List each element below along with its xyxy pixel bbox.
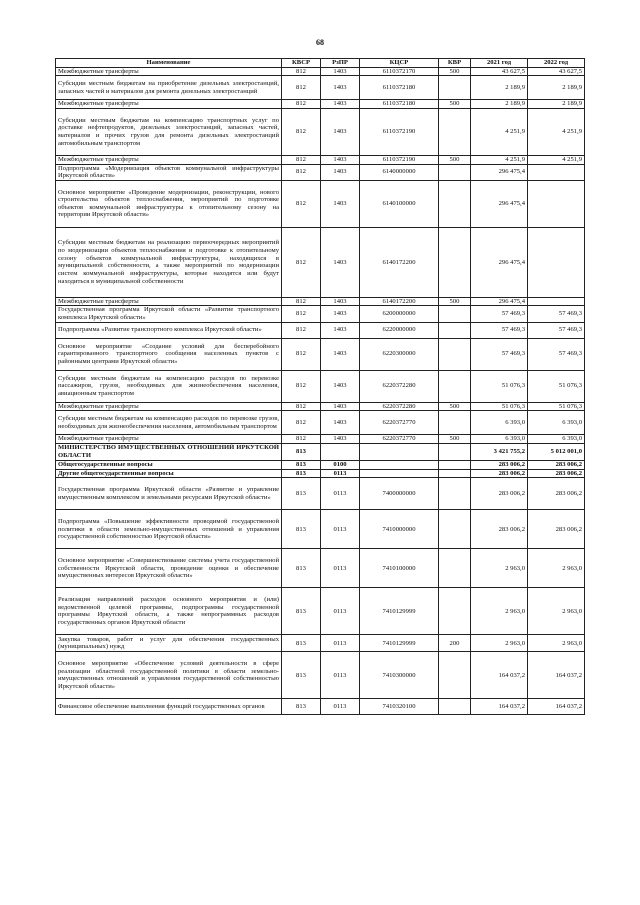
cell-2022: 2 963,0 [528,549,585,588]
cell-2022: 283 006,2 [528,461,585,470]
header-name: Наименование [56,59,282,68]
cell-2021: 6 393,0 [471,435,528,444]
cell-kcsr: 7410300000 [360,652,439,699]
cell-2022: 2 189,9 [528,76,585,100]
cell-kvsr: 812 [282,155,321,164]
table-row [56,306,585,322]
cell-2021: 51 076,3 [471,402,528,411]
cell-kvr [439,549,471,588]
cell-2022 [528,227,585,297]
cell-rzpr: 1403 [321,338,360,370]
cell-rzpr: 1403 [321,76,360,100]
cell-kvsr: 812 [282,100,321,109]
cell-rzpr: 0113 [321,652,360,699]
cell-2021: 2 189,9 [471,76,528,100]
cell-rzpr: 1403 [321,227,360,297]
table-row [56,164,585,180]
header-year-2021: 2021 год [471,59,528,68]
cell-2022: 283 006,2 [528,510,585,549]
cell-2022: 2 189,9 [528,100,585,109]
cell-name: Межбюджетные трансферты [56,100,282,109]
cell-kvr [439,306,471,322]
cell-kvsr: 812 [282,338,321,370]
cell-rzpr: 1403 [321,164,360,180]
cell-kvr: 500 [439,67,471,76]
cell-kcsr: 7400000000 [360,478,439,510]
cell-kvr: 500 [439,100,471,109]
table-row [56,469,585,478]
cell-name: Основное мероприятие «Обеспечение условий деятельности в сфере реализации областной государственной политики в области земельно-имущественных отношений и управления государственной собственностью Иркутской области» [56,652,282,699]
cell-name: Общегосударственные вопросы [56,461,282,470]
cell-name: Субсидии местным бюджетам на компенсацию транспортных услуг по доставке нефтепродуктов, дизельных электростанций, запасных частей, материалов и прочих грузов для ремонта дизельных электростанций автомобильным транспортом [56,108,282,155]
cell-kcsr: 7410129999 [360,635,439,652]
cell-2022: 2 963,0 [528,588,585,635]
cell-kvr: 500 [439,155,471,164]
cell-kcsr: 6220372770 [360,435,439,444]
cell-name: Межбюджетные трансферты [56,155,282,164]
cell-rzpr: 1403 [321,108,360,155]
cell-2022: 6 393,0 [528,411,585,435]
cell-rzpr: 1403 [321,402,360,411]
cell-kcsr: 6110372190 [360,108,439,155]
table-body [56,67,585,715]
cell-2021: 2 963,0 [471,635,528,652]
cell-kvr: 500 [439,402,471,411]
cell-name: Межбюджетные трансферты [56,297,282,306]
cell-name: МИНИСТЕРСТВО ИМУЩЕСТВЕННЫХ ОТНОШЕНИЙ ИРКУТСКОЙ ОБЛАСТИ [56,444,282,461]
cell-2021: 2 963,0 [471,588,528,635]
cell-2021: 57 469,3 [471,338,528,370]
header-rzpr: РзПР [321,59,360,68]
header-kvsr: КВСР [282,59,321,68]
cell-2022: 51 076,3 [528,370,585,402]
cell-kvr [439,588,471,635]
cell-kvsr: 813 [282,652,321,699]
table-row [56,652,585,699]
table-row [56,588,585,635]
cell-name: Финансовое обеспечение выполнения функций государственных органов [56,699,282,715]
cell-kvr [439,322,471,338]
cell-name: Межбюджетные трансферты [56,402,282,411]
cell-2022 [528,297,585,306]
table-row [56,76,585,100]
cell-kvr [439,227,471,297]
cell-2022: 283 006,2 [528,469,585,478]
cell-kcsr: 6220000000 [360,322,439,338]
cell-kvsr: 813 [282,699,321,715]
table-row [56,411,585,435]
cell-rzpr: 1403 [321,322,360,338]
table-row [56,478,585,510]
cell-2022: 57 469,3 [528,322,585,338]
cell-rzpr: 0113 [321,478,360,510]
cell-name: Основное мероприятие «Проведение модернизации, реконструкции, нового строительства объектов теплоснабжения, мероприятий по подготовке объектов коммунальной инфраструктуры к отопительному сезону на территории Иркутской области» [56,180,282,227]
cell-2022: 4 251,9 [528,108,585,155]
cell-rzpr: 1403 [321,100,360,109]
cell-kvr [439,510,471,549]
cell-kvr: 200 [439,635,471,652]
cell-name: Другие общегосударственные вопросы [56,469,282,478]
table-row [56,635,585,652]
cell-2022 [528,180,585,227]
cell-name: Субсидии местным бюджетам на реализацию первоочередных мероприятий по модернизации объектов теплоснабжения и подготовке к отопительному сезону объектов коммунальной инфраструктуры, находящихся в муниципальной собственности, а также мероприятий по модернизации систем коммунальной инфраструктуры, которые находятся или будут находиться в муниципальной собственности [56,227,282,297]
cell-2022: 164 037,2 [528,699,585,715]
cell-name: Закупка товаров, работ и услуг для обеспечения государственных (муниципальных) нужд [56,635,282,652]
cell-rzpr: 1403 [321,180,360,227]
cell-kvsr: 813 [282,444,321,461]
cell-kvsr: 813 [282,478,321,510]
cell-2021: 164 037,2 [471,699,528,715]
cell-rzpr: 0113 [321,588,360,635]
cell-kcsr: 6110372190 [360,155,439,164]
cell-kvsr: 813 [282,635,321,652]
cell-kcsr [360,461,439,470]
header-year-2022: 2022 год [528,59,585,68]
cell-2021: 283 006,2 [471,478,528,510]
cell-kvsr: 812 [282,435,321,444]
cell-2022: 164 037,2 [528,652,585,699]
cell-2022: 4 251,9 [528,155,585,164]
cell-kvsr: 813 [282,549,321,588]
cell-2022: 43 627,5 [528,67,585,76]
cell-name: Реализация направлений расходов основного мероприятия и (или) ведомственной целевой программы, подпрограммы государственной программы Иркутской области, а также непрограммных расходов государственных органов Иркутской области [56,588,282,635]
page-number: 68 [316,38,324,47]
cell-kvr [439,469,471,478]
cell-kvr [439,444,471,461]
cell-rzpr: 0113 [321,510,360,549]
cell-kvr [439,461,471,470]
cell-kcsr [360,469,439,478]
cell-2021: 283 006,2 [471,510,528,549]
cell-kcsr: 6140172200 [360,297,439,306]
cell-name: Подпрограмма «Развитие транспортного комплекса Иркутской области» [56,322,282,338]
cell-kcsr: 7410100000 [360,549,439,588]
table-row [56,370,585,402]
cell-2021: 164 037,2 [471,652,528,699]
cell-2022: 57 469,3 [528,306,585,322]
cell-rzpr: 1403 [321,67,360,76]
cell-kcsr: 6200000000 [360,306,439,322]
cell-kcsr: 6110372170 [360,67,439,76]
cell-rzpr: 1403 [321,370,360,402]
cell-kvsr: 812 [282,67,321,76]
table-row [56,338,585,370]
table-row [56,297,585,306]
cell-kvsr: 812 [282,402,321,411]
cell-rzpr [321,444,360,461]
cell-kcsr: 7410129999 [360,588,439,635]
cell-kvr [439,76,471,100]
cell-2022: 51 076,3 [528,402,585,411]
cell-rzpr: 1403 [321,306,360,322]
cell-rzpr: 0113 [321,549,360,588]
cell-2021: 57 469,3 [471,322,528,338]
cell-name: Государственная программа Иркутской области «Развитие и управление имущественным комплексом и земельными ресурсами Иркутской области» [56,478,282,510]
cell-2021: 51 076,3 [471,370,528,402]
cell-kvr [439,164,471,180]
cell-kvr [439,180,471,227]
cell-rzpr: 1403 [321,297,360,306]
cell-kcsr: 6140100000 [360,180,439,227]
cell-name: Подпрограмма «Повышение эффективности проводимой государственной политики в области земельно-имущественных отношений и управления государственной собственностью Иркутской области» [56,510,282,549]
cell-kcsr: 6220372770 [360,411,439,435]
cell-2021: 4 251,9 [471,108,528,155]
table-row [56,322,585,338]
cell-name: Основное мероприятие «Создание условий для бесперебойного гарантированного транспортного сообщения населенных пунктов с районными центрами Иркутской области» [56,338,282,370]
cell-kvr [439,108,471,155]
table-row [56,227,585,297]
cell-name: Субсидии местным бюджетам на приобретение дизельных электростанций, запасных частей и материалов для ремонта дизельных электростанций [56,76,282,100]
cell-2021: 296 475,4 [471,180,528,227]
table-row [56,444,585,461]
cell-rzpr: 1403 [321,411,360,435]
table-row [56,100,585,109]
cell-2021: 6 393,0 [471,411,528,435]
cell-2021: 2 189,9 [471,100,528,109]
cell-name: Подпрограмма «Модернизация объектов коммунальной инфраструктуры Иркутской области» [56,164,282,180]
cell-2022: 5 012 001,0 [528,444,585,461]
cell-kvsr: 812 [282,370,321,402]
cell-rzpr: 1403 [321,435,360,444]
cell-kcsr: 6140172200 [360,227,439,297]
cell-2021: 296 475,4 [471,227,528,297]
table-row [56,155,585,164]
cell-rzpr: 0113 [321,635,360,652]
cell-2021: 4 251,9 [471,155,528,164]
cell-kvr [439,338,471,370]
cell-kcsr: 6110372180 [360,100,439,109]
cell-kvr [439,652,471,699]
cell-kvr [439,478,471,510]
cell-kcsr: 6140000000 [360,164,439,180]
cell-kvsr: 812 [282,297,321,306]
table-row [56,108,585,155]
cell-2021: 2 963,0 [471,549,528,588]
cell-kvsr: 812 [282,180,321,227]
cell-name: Государственная программа Иркутской области «Развитие транспортного комплекса Иркутской области» [56,306,282,322]
cell-kvsr: 813 [282,588,321,635]
cell-kvr: 500 [439,435,471,444]
cell-kcsr: 6110372180 [360,76,439,100]
cell-kvsr: 812 [282,411,321,435]
cell-2021: 57 469,3 [471,306,528,322]
cell-2022: 6 393,0 [528,435,585,444]
cell-kvr [439,411,471,435]
cell-kvsr: 812 [282,76,321,100]
cell-kcsr: 6220300000 [360,338,439,370]
budget-table [55,58,585,715]
cell-2022 [528,164,585,180]
cell-2021: 283 006,2 [471,469,528,478]
cell-kvr [439,699,471,715]
cell-kvsr: 812 [282,108,321,155]
cell-kcsr [360,444,439,461]
cell-kvsr: 812 [282,164,321,180]
table-header-row [56,59,585,68]
header-kvr: КВР [439,59,471,68]
table-row [56,402,585,411]
cell-rzpr: 0113 [321,699,360,715]
cell-2022: 283 006,2 [528,478,585,510]
cell-name: Межбюджетные трансферты [56,435,282,444]
cell-kvsr: 813 [282,510,321,549]
cell-name: Основное мероприятие «Совершенствование системы учета государственной собственности Иркутской области, проведение оценки и обеспечение имущественных интересов Иркутской области» [56,549,282,588]
cell-kcsr: 7410000000 [360,510,439,549]
cell-kvsr: 813 [282,469,321,478]
cell-name: Субсидии местным бюджетам на компенсацию расходов по перевозке пассажиров, грузов, необходимых для жизнеобеспечения населения, авиационным транспортом [56,370,282,402]
table-row [56,461,585,470]
cell-2021: 43 627,5 [471,67,528,76]
table-row [56,699,585,715]
cell-2021: 296 475,4 [471,297,528,306]
cell-kcsr: 7410320100 [360,699,439,715]
cell-2021: 283 006,2 [471,461,528,470]
header-kcsr: КЦСР [360,59,439,68]
cell-kcsr: 6220372280 [360,402,439,411]
cell-kvsr: 812 [282,322,321,338]
cell-kvsr: 813 [282,461,321,470]
cell-kvsr: 812 [282,306,321,322]
cell-2022: 57 469,3 [528,338,585,370]
cell-kvr [439,370,471,402]
cell-kcsr: 6220372280 [360,370,439,402]
cell-2021: 3 421 755,2 [471,444,528,461]
cell-2022: 2 963,0 [528,635,585,652]
cell-kvr: 500 [439,297,471,306]
table-row [56,549,585,588]
cell-rzpr: 0113 [321,469,360,478]
cell-name: Межбюджетные трансферты [56,67,282,76]
table-row [56,180,585,227]
table-row [56,510,585,549]
table-row [56,435,585,444]
cell-rzpr: 1403 [321,155,360,164]
table-row [56,67,585,76]
cell-rzpr: 0100 [321,461,360,470]
cell-kvsr: 812 [282,227,321,297]
cell-name: Субсидии местным бюджетам на компенсацию расходов по перевозке грузов, необходимых для жизнеобеспечения населения, автомобильным транспортом [56,411,282,435]
cell-2021: 296 475,4 [471,164,528,180]
